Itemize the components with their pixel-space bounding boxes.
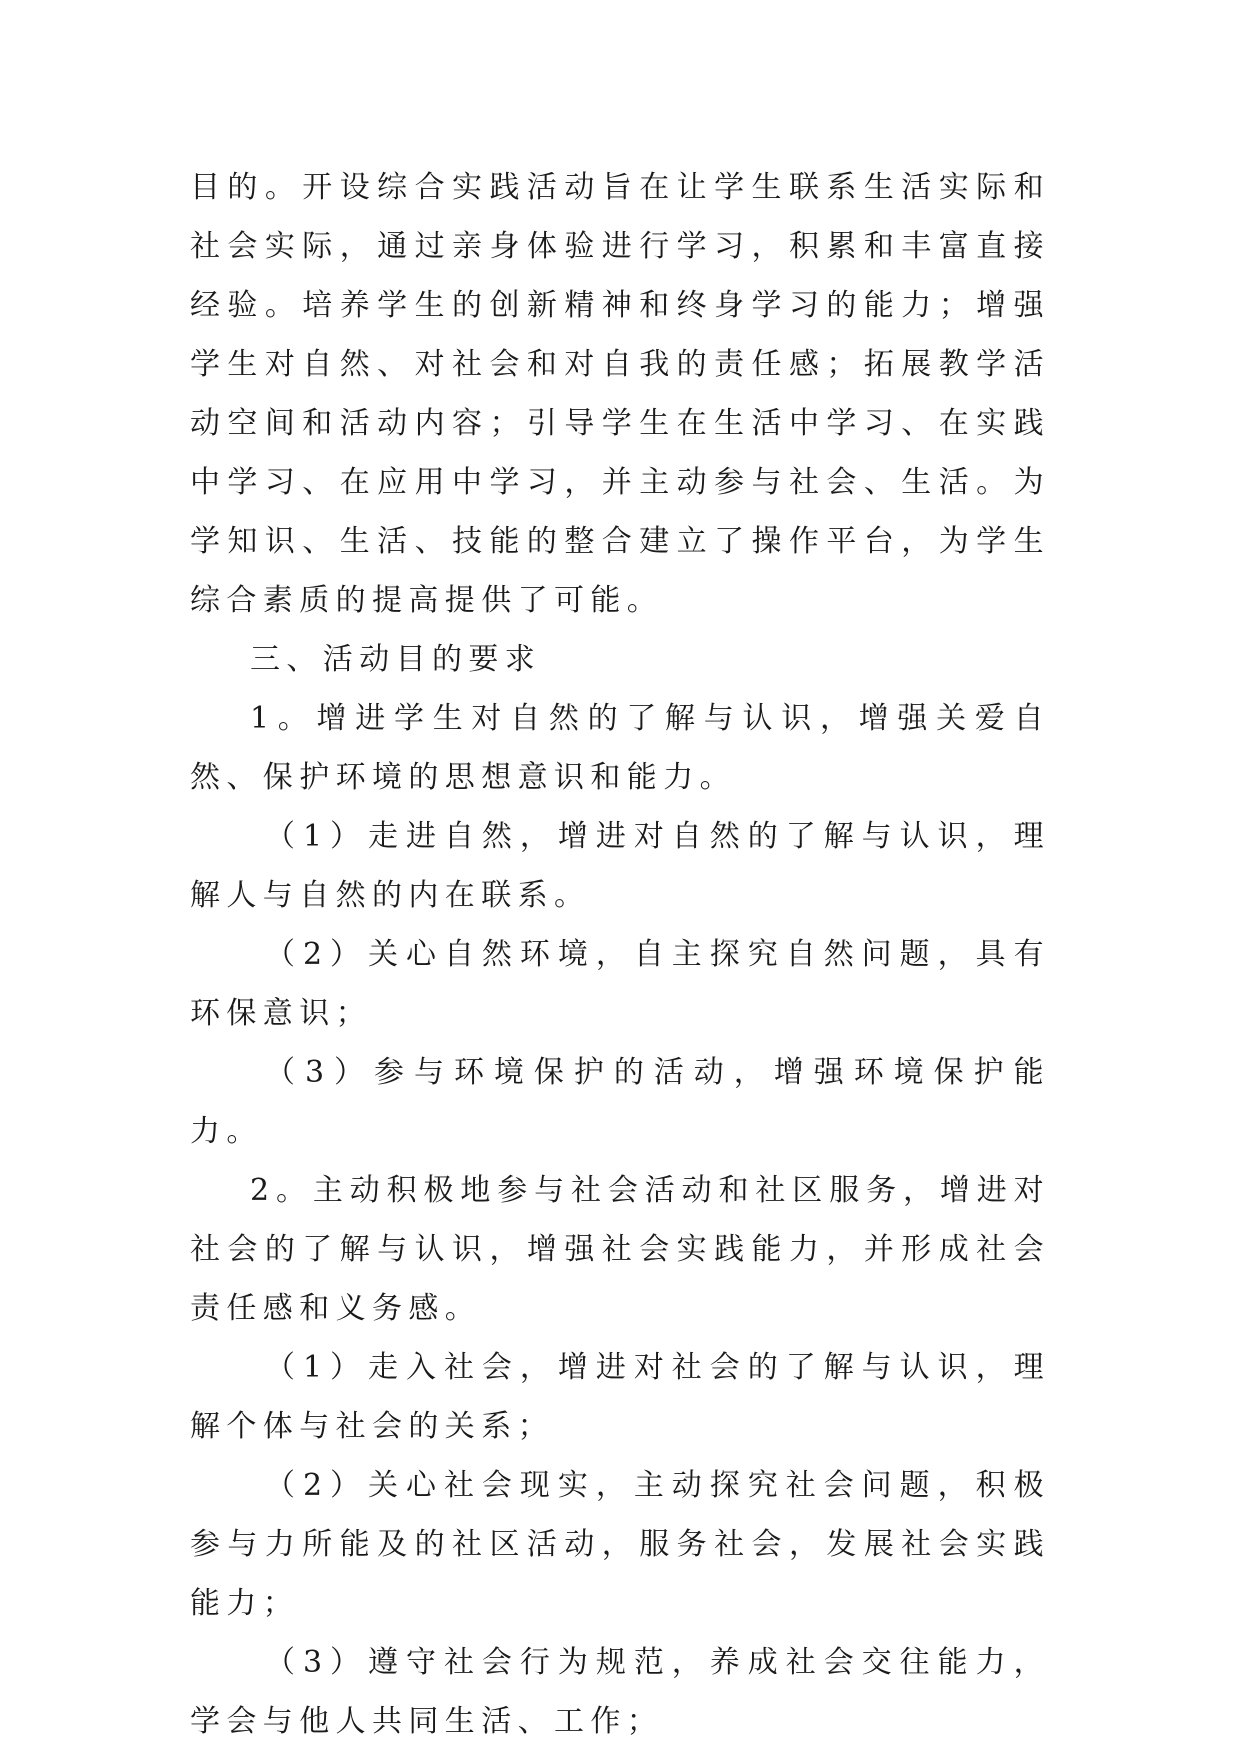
paragraph-item-1-sub-3: （3）参与环境保护的活动，增强环境保护能力。 [190, 1055, 1050, 1149]
paragraph-item-2: 2。主动积极地参与社会活动和社区服务，增进对社会的了解与认识，增强社会实践能力，并形成社会责任感和义务感。 [190, 1173, 1050, 1326]
paragraph-item-1: 1。增进学生对自然的了解与认识，增强关爱自然、保护环境的思想意识和能力。 [190, 701, 1050, 795]
paragraph-item-2-sub-3: （3）遵守社会行为规范，养成社会交往能力，学会与他人共同生活、工作； [190, 1645, 1050, 1739]
paragraph-purpose: 目的。开设综合实践活动旨在让学生联系生活实际和社会实际，通过亲身体验进行学习，积累和丰富直接经验。培养学生的创新精神和终身学习的能力；增强学生对自然、对社会和对自我的责任感；拓展教学活动空间和活动内容；引导学生在生活中学习、在实践中学习、在应用中学习，并主动参与社会、生活。为学知识、生活、技能的整合建立了操作平台，为学生综合素质的提高提供了可能。 [190, 170, 1050, 618]
paragraph-item-2-sub-1: （1）走入社会，增进对社会的了解与认识，理解个体与社会的关系； [190, 1350, 1050, 1444]
body-text [190, 158, 1050, 1751]
paragraph-item-1-sub-1: （1）走进自然，增进对自然的了解与认识，理解人与自然的内在联系。 [190, 819, 1050, 913]
paragraph-item-2-sub-2: （2）关心社会现实，主动探究社会问题，积极参与力所能及的社区活动，服务社会，发展社会实践能力； [190, 1468, 1050, 1621]
section-heading-requirements: 三、活动目的要求 [250, 642, 542, 677]
paragraph-item-1-sub-2: （2）关心自然环境，自主探究自然问题，具有环保意识； [190, 937, 1050, 1031]
